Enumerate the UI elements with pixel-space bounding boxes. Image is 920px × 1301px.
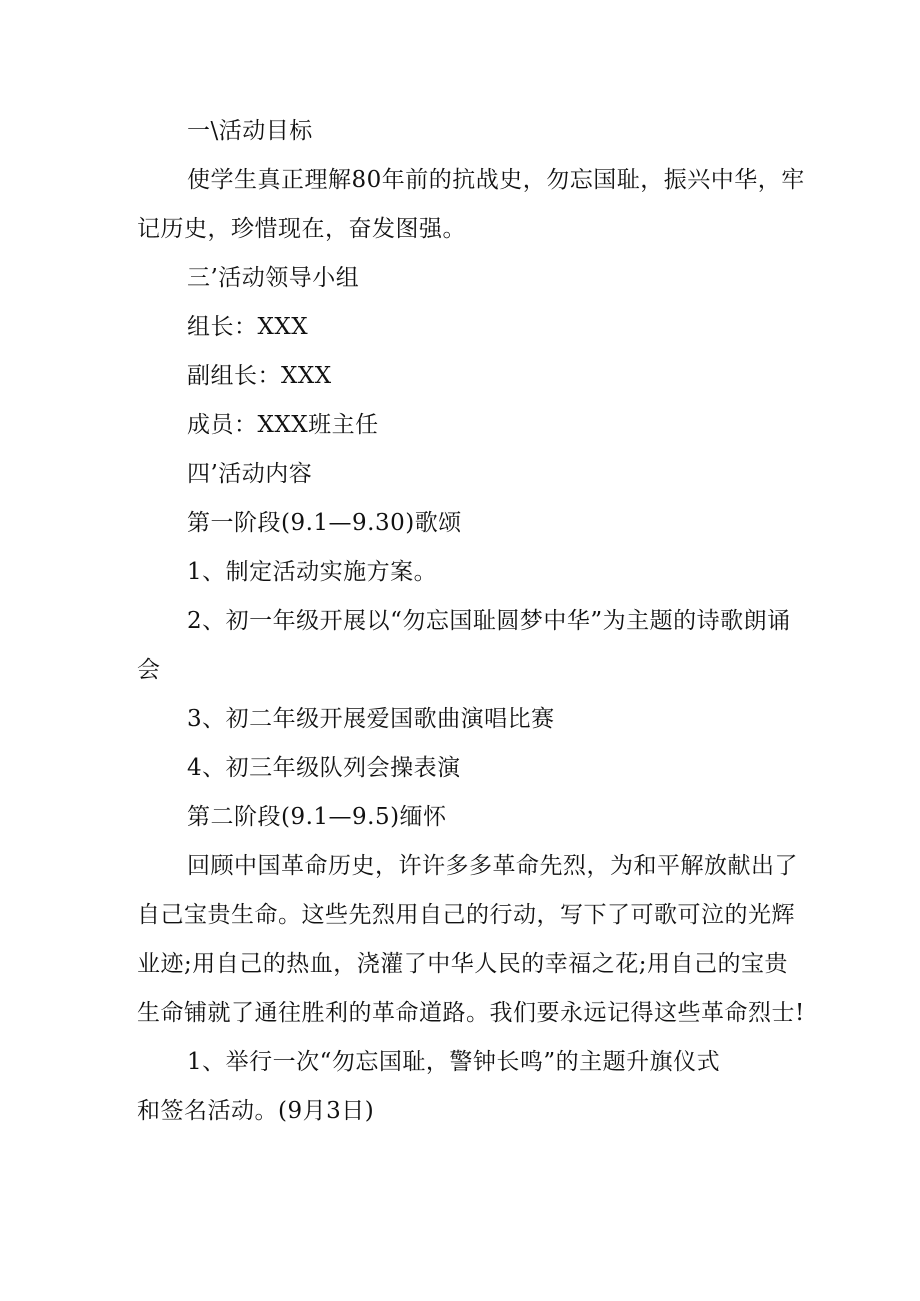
- paragraph-line: 回顾中国革命历史，许许多多革命先烈，为和平解放献出了: [187, 853, 798, 879]
- list-item: 1、制定活动实施方案。: [187, 559, 438, 585]
- leader-line: 组长：XXX: [187, 314, 309, 340]
- list-item: 1、举行一次“勿忘国耻，警钟长鸣”的主题升旗仪式: [187, 1049, 721, 1075]
- list-item: 4、初三年级队列会操表演: [187, 755, 461, 781]
- paragraph-line: 记历史，珍惜现在，奋发图强。: [137, 216, 466, 242]
- stage-one-heading: 第一阶段(9.1—9.30)歌颂: [187, 510, 462, 536]
- section-heading-leadership: 三’活动领导小组: [187, 265, 360, 291]
- stage-two-heading: 第二阶段(9.1—9.5)缅怀: [187, 804, 447, 830]
- list-item: 3、初二年级开展爱国歌曲演唱比赛: [187, 706, 555, 732]
- list-item: 2、初一年级开展以“勿忘国耻圆梦中华”为主题的诗歌朗诵: [187, 608, 791, 634]
- paragraph-line: 使学生真正理解80年前的抗战史，勿忘国耻，振兴中华，牢: [187, 167, 805, 193]
- section-heading-content: 四’活动内容: [187, 461, 313, 487]
- paragraph-line: 生命铺就了通往胜利的革命道路。我们要永远记得这些革命烈士!: [137, 1000, 805, 1026]
- deputy-leader-line: 副组长：XXX: [187, 363, 332, 389]
- paragraph-line: 业迹;用自己的热血，浇灌了中华人民的幸福之花;用自己的宝贵: [137, 951, 788, 977]
- members-line: 成员：XXX班主任: [187, 412, 379, 438]
- list-item-continuation: 会: [137, 657, 161, 683]
- section-heading-goal: 一\活动目标: [187, 118, 313, 144]
- paragraph-line: 自己宝贵生命。这些先烈用自己的行动，写下了可歌可泣的光辉: [137, 902, 795, 928]
- list-item-continuation: 和签名活动。(9月3日): [137, 1098, 375, 1124]
